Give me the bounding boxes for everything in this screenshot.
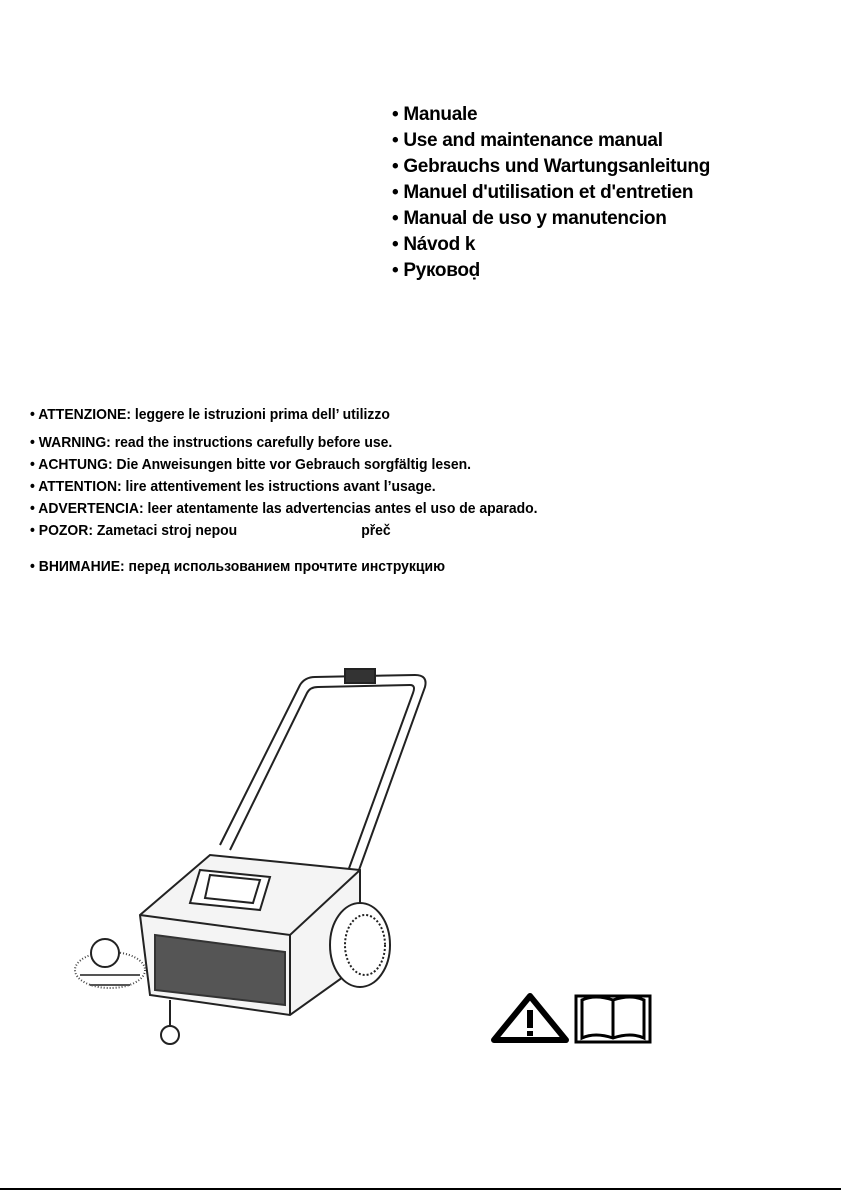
title-es: • Manual de uso y manutencion (392, 208, 667, 229)
read-manual-book-icon (576, 996, 650, 1042)
warning-triangle-icon (494, 996, 566, 1040)
warning-fr: • ATTENTION: lire attentivement les istructions avant l’usage. (30, 478, 436, 495)
safety-icons (490, 990, 660, 1050)
warning-cz: • POZOR: Zametaci stroj nepou přeč (30, 522, 391, 539)
manual-title-list (392, 102, 710, 284)
title-it: • Manuale (392, 104, 478, 125)
title-de: • Gebrauchs und Wartungsanleitung (392, 156, 711, 177)
title-fr: • Manuel d'utilisation et d'entretien (392, 182, 694, 203)
warning-list (30, 404, 576, 578)
title-en: • Use and maintenance manual (392, 130, 663, 151)
title-ru: • Руковоḍ (392, 260, 480, 281)
warning-en: • WARNING: read the instructions carefully before use. (30, 434, 393, 451)
title-cz: • Návod k (392, 234, 476, 255)
warning-es: • ADVERTENCIA: leer atentamente las advertencias antes el uso de aparado. (30, 500, 538, 517)
warning-it: • ATTENZIONE: leggere le istruzioni prima dell’ utilizzo (30, 406, 390, 423)
warning-de: • ACHTUNG: Die Anweisungen bitte vor Gebrauch sorgfältig lesen. (30, 456, 472, 473)
sweeper-illustration (60, 655, 450, 1055)
page-bottom-border (0, 1188, 841, 1190)
warning-ru: • ВНИМАНИЕ: перед использованием прочтите инструкцию (30, 558, 445, 575)
